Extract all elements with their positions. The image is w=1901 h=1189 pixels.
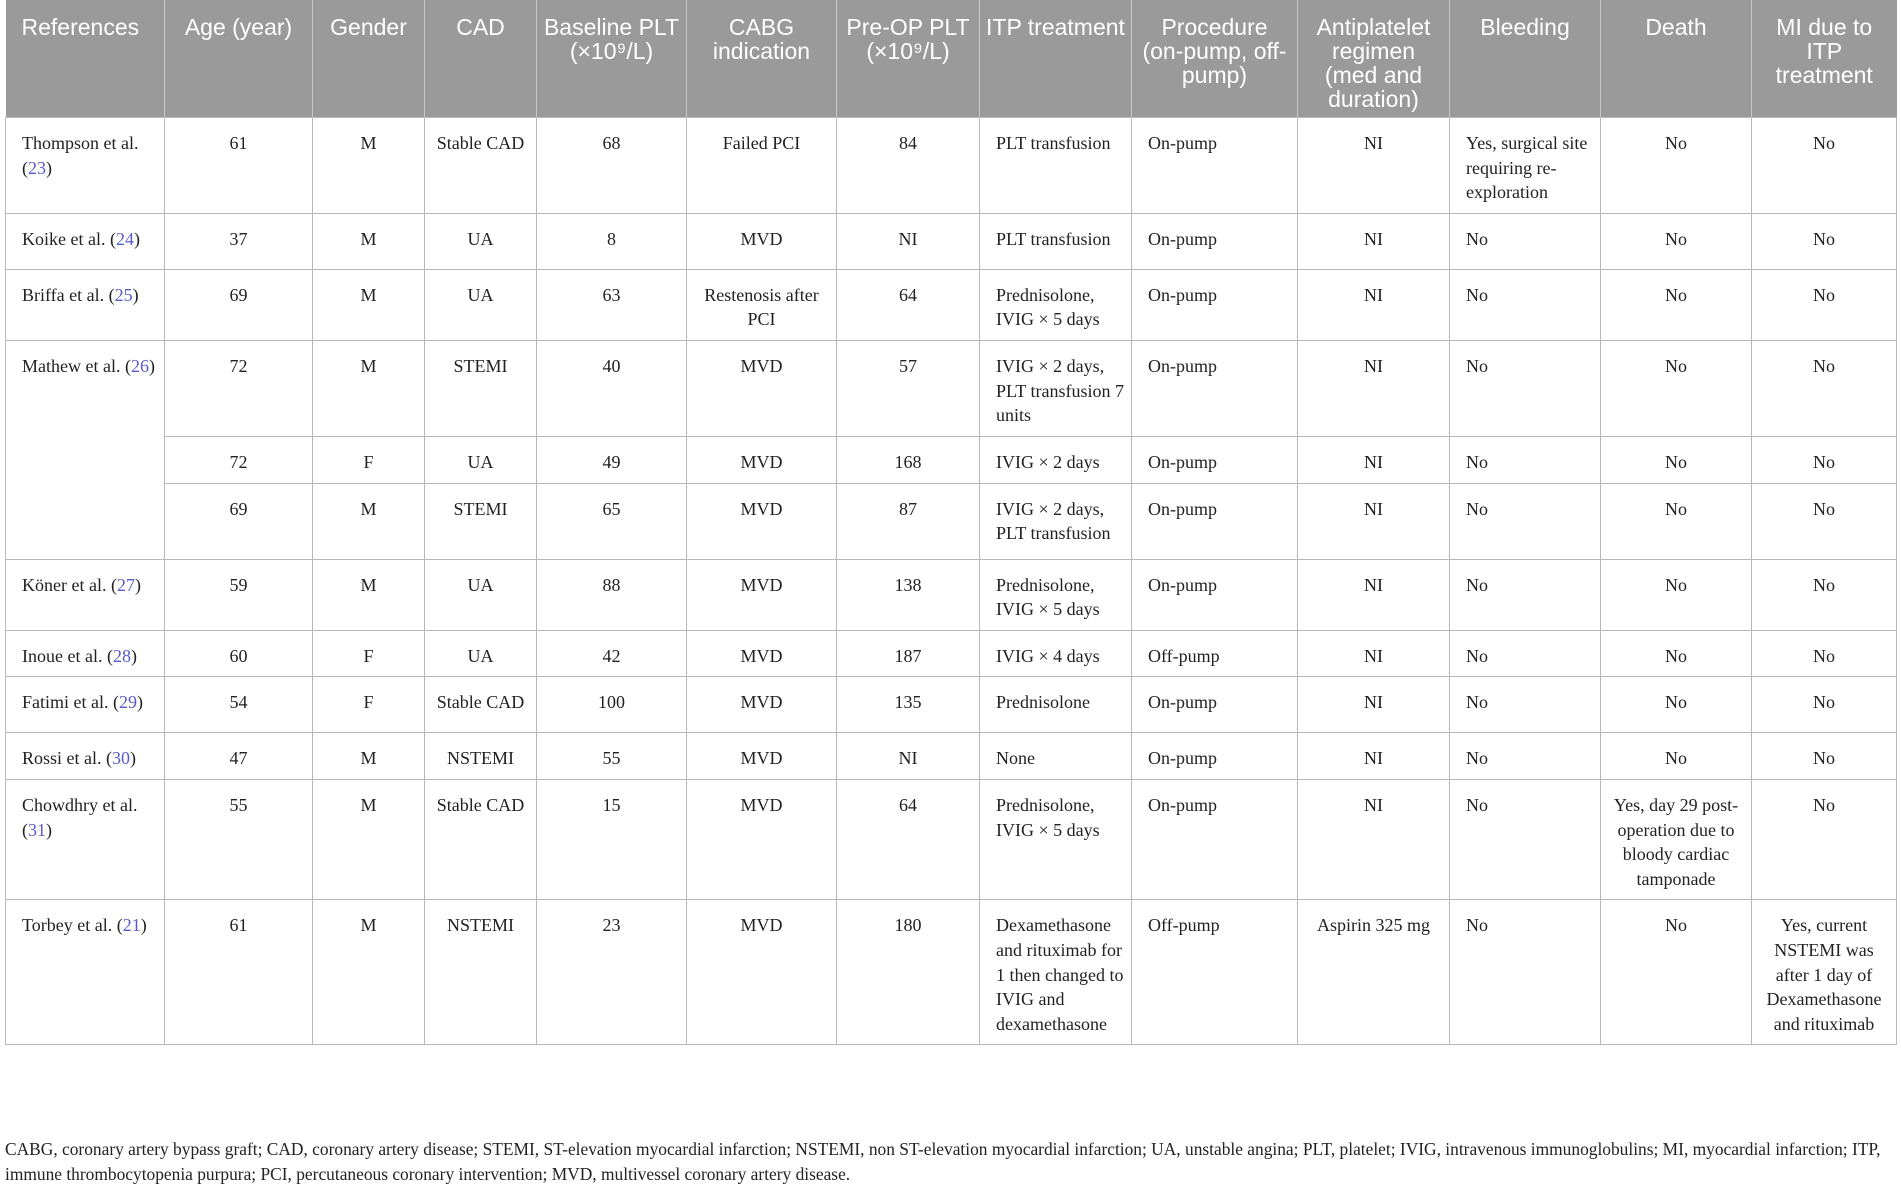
- cell-bleeding: No: [1450, 900, 1601, 1045]
- cell-death: No: [1601, 213, 1752, 269]
- cell-death: No: [1601, 559, 1752, 630]
- cell-age: 72: [165, 436, 313, 483]
- cell-bleeding: No: [1450, 269, 1601, 340]
- reference-author: Fatimi et al.: [22, 692, 109, 713]
- cell-indication: MVD: [687, 779, 837, 899]
- reference-cell: Torbey et al. (21): [6, 900, 165, 1045]
- cell-bleeding: Yes, surgical site requiring re-exploration: [1450, 118, 1601, 214]
- table-row: [6, 213, 1897, 269]
- cell-itp: Prednisolone, IVIG × 5 days: [980, 269, 1132, 340]
- cell-age: 47: [165, 733, 313, 780]
- cell-gender: M: [313, 779, 425, 899]
- cell-indication: MVD: [687, 559, 837, 630]
- cell-bleeding: No: [1450, 677, 1601, 733]
- column-header-death: Death: [1601, 0, 1752, 118]
- cell-cad: NSTEMI: [425, 733, 537, 780]
- cell-death: No: [1601, 900, 1752, 1045]
- cell-cad: NSTEMI: [425, 900, 537, 1045]
- cell-death: No: [1601, 118, 1752, 214]
- cell-gender: F: [313, 677, 425, 733]
- cell-antiplatelet: NI: [1298, 733, 1450, 780]
- cell-procedure: On-pump: [1132, 340, 1298, 436]
- cell-antiplatelet: Aspirin 325 mg: [1298, 900, 1450, 1045]
- cell-bleeding: No: [1450, 630, 1601, 677]
- cell-age: 69: [165, 483, 313, 559]
- cell-itp: Prednisolone, IVIG × 5 days: [980, 779, 1132, 899]
- cell-age: 69: [165, 269, 313, 340]
- column-header-references: References: [6, 0, 165, 118]
- cell-gender: M: [313, 118, 425, 214]
- cell-itp: PLT transfusion: [980, 118, 1132, 214]
- cell-procedure: Off-pump: [1132, 630, 1298, 677]
- cell-cad: Stable CAD: [425, 118, 537, 214]
- cell-gender: F: [313, 630, 425, 677]
- table-row: [6, 269, 1897, 340]
- reference-cell: Briffa et al. (25): [6, 269, 165, 340]
- column-header-baseline-plt: Baseline PLT (×10⁹/L): [537, 0, 687, 118]
- table-row: [6, 779, 1897, 899]
- table-row: [6, 483, 1897, 559]
- cell-death: Yes, day 29 post-operation due to bloody cardiac tamponade: [1601, 779, 1752, 899]
- table-row: [6, 559, 1897, 630]
- cell-baseline: 42: [537, 630, 687, 677]
- cell-baseline: 55: [537, 733, 687, 780]
- cell-itp: Prednisolone, IVIG × 5 days: [980, 559, 1132, 630]
- column-header-procedure: Procedure (on-pump, off-pump): [1132, 0, 1298, 118]
- cell-baseline: 40: [537, 340, 687, 436]
- cell-indication: MVD: [687, 900, 837, 1045]
- reference-cell: Chowdhry et al. (31): [6, 779, 165, 899]
- cell-bleeding: No: [1450, 340, 1601, 436]
- column-header-preop-plt: Pre-OP PLT (×10⁹/L): [837, 0, 980, 118]
- cell-procedure: On-pump: [1132, 483, 1298, 559]
- cell-baseline: 23: [537, 900, 687, 1045]
- cell-procedure: On-pump: [1132, 677, 1298, 733]
- cell-antiplatelet: NI: [1298, 630, 1450, 677]
- table-footnote: CABG, coronary artery bypass graft; CAD, coronary artery disease; STEMI, ST-elevation myocardial infarction; NSTEMI, non ST-elevation myocardial infarction; UA, unstable angina; PLT, platelet; IVIG, intravenous immunoglobulins; MI, myocardial infarction; ITP, immune thrombocytopenia purpura; PCI, percutaneous coronary intervention; MVD, multivessel coronary artery disease.: [5, 1139, 1881, 1184]
- cell-mi: No: [1752, 677, 1897, 733]
- reference-link[interactable]: 24: [115, 228, 134, 249]
- table-row: [6, 340, 1897, 436]
- cell-mi: No: [1752, 483, 1897, 559]
- table-row: [6, 436, 1897, 483]
- column-header-cad: CAD: [425, 0, 537, 118]
- cell-death: No: [1601, 630, 1752, 677]
- reference-author: Rossi et al.: [22, 748, 102, 769]
- case-table: [5, 0, 1897, 1045]
- column-header-antiplatelet-regimen: Antiplatelet regimen (med and duration): [1298, 0, 1450, 118]
- cell-antiplatelet: NI: [1298, 436, 1450, 483]
- cell-mi: No: [1752, 118, 1897, 214]
- cell-cad: Stable CAD: [425, 779, 537, 899]
- reference-link[interactable]: 27: [116, 574, 135, 595]
- cell-itp: IVIG × 4 days: [980, 630, 1132, 677]
- cell-cad: Stable CAD: [425, 677, 537, 733]
- cell-death: No: [1601, 436, 1752, 483]
- reference-link[interactable]: 30: [112, 748, 130, 769]
- cell-procedure: On-pump: [1132, 559, 1298, 630]
- cell-bleeding: No: [1450, 779, 1601, 899]
- cell-gender: M: [313, 213, 425, 269]
- cell-baseline: 8: [537, 213, 687, 269]
- cell-procedure: On-pump: [1132, 118, 1298, 214]
- reference-link[interactable]: 21: [122, 915, 141, 936]
- column-header-bleeding: Bleeding: [1450, 0, 1601, 118]
- reference-author: Mathew et al.: [22, 355, 121, 376]
- cell-mi: Yes, current NSTEMI was after 1 day of Dexamethasone and rituximab: [1752, 900, 1897, 1045]
- reference-author: Köner et al.: [22, 574, 107, 595]
- column-header-gender: Gender: [313, 0, 425, 118]
- cell-age: 72: [165, 340, 313, 436]
- cell-preop: 180: [837, 900, 980, 1045]
- cell-indication: MVD: [687, 340, 837, 436]
- cell-mi: No: [1752, 340, 1897, 436]
- cell-cad: UA: [425, 559, 537, 630]
- cell-indication: MVD: [687, 677, 837, 733]
- cell-indication: MVD: [687, 733, 837, 780]
- cell-mi: No: [1752, 559, 1897, 630]
- cell-gender: F: [313, 436, 425, 483]
- cell-mi: No: [1752, 630, 1897, 677]
- cell-antiplatelet: NI: [1298, 118, 1450, 214]
- table-container: [5, 0, 1896, 1045]
- cell-death: No: [1601, 733, 1752, 780]
- cell-death: No: [1601, 677, 1752, 733]
- cell-gender: M: [313, 900, 425, 1045]
- reference-cell: Koike et al. (24): [6, 213, 165, 269]
- reference-author: Briffa et al.: [22, 284, 105, 305]
- table-row: [6, 733, 1897, 780]
- reference-link[interactable]: 23: [28, 157, 46, 178]
- cell-procedure: On-pump: [1132, 436, 1298, 483]
- cell-itp: IVIG × 2 days, PLT transfusion: [980, 483, 1132, 559]
- cell-itp: Dexamethasone and rituximab for 1 then changed to IVIG and dexamethasone: [980, 900, 1132, 1045]
- cell-age: 54: [165, 677, 313, 733]
- column-header-itp-treatment: ITP treatment: [980, 0, 1132, 118]
- cell-mi: No: [1752, 436, 1897, 483]
- reference-author: Koike et al.: [22, 228, 106, 249]
- cell-indication: MVD: [687, 483, 837, 559]
- cell-procedure: Off-pump: [1132, 900, 1298, 1045]
- cell-death: No: [1601, 269, 1752, 340]
- reference-cell: Thompson et al. (23): [6, 118, 165, 214]
- cell-gender: M: [313, 340, 425, 436]
- reference-link[interactable]: 26: [130, 355, 149, 376]
- cell-indication: Restenosis after PCI: [687, 269, 837, 340]
- cell-preop: 64: [837, 269, 980, 340]
- reference-link[interactable]: 25: [114, 284, 133, 305]
- cell-preop: 135: [837, 677, 980, 733]
- cell-mi: No: [1752, 779, 1897, 899]
- reference-author: Chowdhry et al.: [22, 794, 138, 815]
- cell-bleeding: No: [1450, 436, 1601, 483]
- cell-cad: STEMI: [425, 483, 537, 559]
- cell-preop: 187: [837, 630, 980, 677]
- cell-cad: UA: [425, 269, 537, 340]
- cell-itp: IVIG × 2 days, PLT transfusion 7 units: [980, 340, 1132, 436]
- cell-procedure: On-pump: [1132, 733, 1298, 780]
- cell-indication: MVD: [687, 436, 837, 483]
- cell-itp: IVIG × 2 days: [980, 436, 1132, 483]
- reference-author: Inoue et al.: [22, 645, 103, 666]
- reference-author: Torbey et al.: [22, 915, 113, 936]
- reference-link[interactable]: 29: [118, 692, 137, 713]
- table-body: [6, 118, 1897, 1045]
- cell-preop: 138: [837, 559, 980, 630]
- cell-cad: UA: [425, 213, 537, 269]
- cell-procedure: On-pump: [1132, 213, 1298, 269]
- cell-preop: 87: [837, 483, 980, 559]
- cell-baseline: 63: [537, 269, 687, 340]
- reference-cell: Mathew et al. (26): [6, 340, 165, 559]
- cell-antiplatelet: NI: [1298, 269, 1450, 340]
- cell-preop: 168: [837, 436, 980, 483]
- cell-preop: 57: [837, 340, 980, 436]
- cell-antiplatelet: NI: [1298, 340, 1450, 436]
- cell-cad: UA: [425, 630, 537, 677]
- table-row: [6, 677, 1897, 733]
- cell-age: 61: [165, 118, 313, 214]
- cell-baseline: 65: [537, 483, 687, 559]
- cell-age: 61: [165, 900, 313, 1045]
- reference-cell: Fatimi et al. (29): [6, 677, 165, 733]
- cell-antiplatelet: NI: [1298, 779, 1450, 899]
- cell-procedure: On-pump: [1132, 779, 1298, 899]
- cell-baseline: 15: [537, 779, 687, 899]
- cell-baseline: 88: [537, 559, 687, 630]
- cell-bleeding: No: [1450, 559, 1601, 630]
- cell-baseline: 49: [537, 436, 687, 483]
- cell-cad: STEMI: [425, 340, 537, 436]
- cell-procedure: On-pump: [1132, 269, 1298, 340]
- cell-bleeding: No: [1450, 213, 1601, 269]
- cell-age: 60: [165, 630, 313, 677]
- table-row: [6, 118, 1897, 214]
- cell-preop: NI: [837, 213, 980, 269]
- cell-itp: PLT transfusion: [980, 213, 1132, 269]
- cell-indication: MVD: [687, 213, 837, 269]
- table-row: [6, 630, 1897, 677]
- column-header-age: Age (year): [165, 0, 313, 118]
- header-row: [6, 0, 1897, 118]
- reference-cell: Rossi et al. (30): [6, 733, 165, 780]
- cell-mi: No: [1752, 269, 1897, 340]
- cell-antiplatelet: NI: [1298, 213, 1450, 269]
- cell-indication: MVD: [687, 630, 837, 677]
- cell-baseline: 100: [537, 677, 687, 733]
- column-header-cabg-indication: CABG indication: [687, 0, 837, 118]
- cell-antiplatelet: NI: [1298, 559, 1450, 630]
- cell-preop: NI: [837, 733, 980, 780]
- cell-bleeding: No: [1450, 483, 1601, 559]
- cell-gender: M: [313, 483, 425, 559]
- table-row: [6, 900, 1897, 1045]
- cell-indication: Failed PCI: [687, 118, 837, 214]
- cell-itp: Prednisolone: [980, 677, 1132, 733]
- cell-itp: None: [980, 733, 1132, 780]
- cell-baseline: 68: [537, 118, 687, 214]
- cell-bleeding: No: [1450, 733, 1601, 780]
- cell-death: No: [1601, 340, 1752, 436]
- reference-link[interactable]: 31: [28, 819, 46, 840]
- cell-age: 59: [165, 559, 313, 630]
- cell-gender: M: [313, 559, 425, 630]
- cell-preop: 64: [837, 779, 980, 899]
- cell-gender: M: [313, 733, 425, 780]
- cell-age: 55: [165, 779, 313, 899]
- cell-death: No: [1601, 483, 1752, 559]
- reference-cell: Köner et al. (27): [6, 559, 165, 630]
- cell-gender: M: [313, 269, 425, 340]
- cell-age: 37: [165, 213, 313, 269]
- reference-author: Thompson et al.: [22, 133, 139, 153]
- reference-link[interactable]: 28: [112, 645, 131, 666]
- table-header: [6, 0, 1897, 118]
- cell-mi: No: [1752, 733, 1897, 780]
- cell-mi: No: [1752, 213, 1897, 269]
- cell-antiplatelet: NI: [1298, 677, 1450, 733]
- cell-cad: UA: [425, 436, 537, 483]
- cell-antiplatelet: NI: [1298, 483, 1450, 559]
- cell-preop: 84: [837, 118, 980, 214]
- reference-cell: Inoue et al. (28): [6, 630, 165, 677]
- column-header-mi-due-to-itp: MI due to ITP treatment: [1752, 0, 1897, 118]
